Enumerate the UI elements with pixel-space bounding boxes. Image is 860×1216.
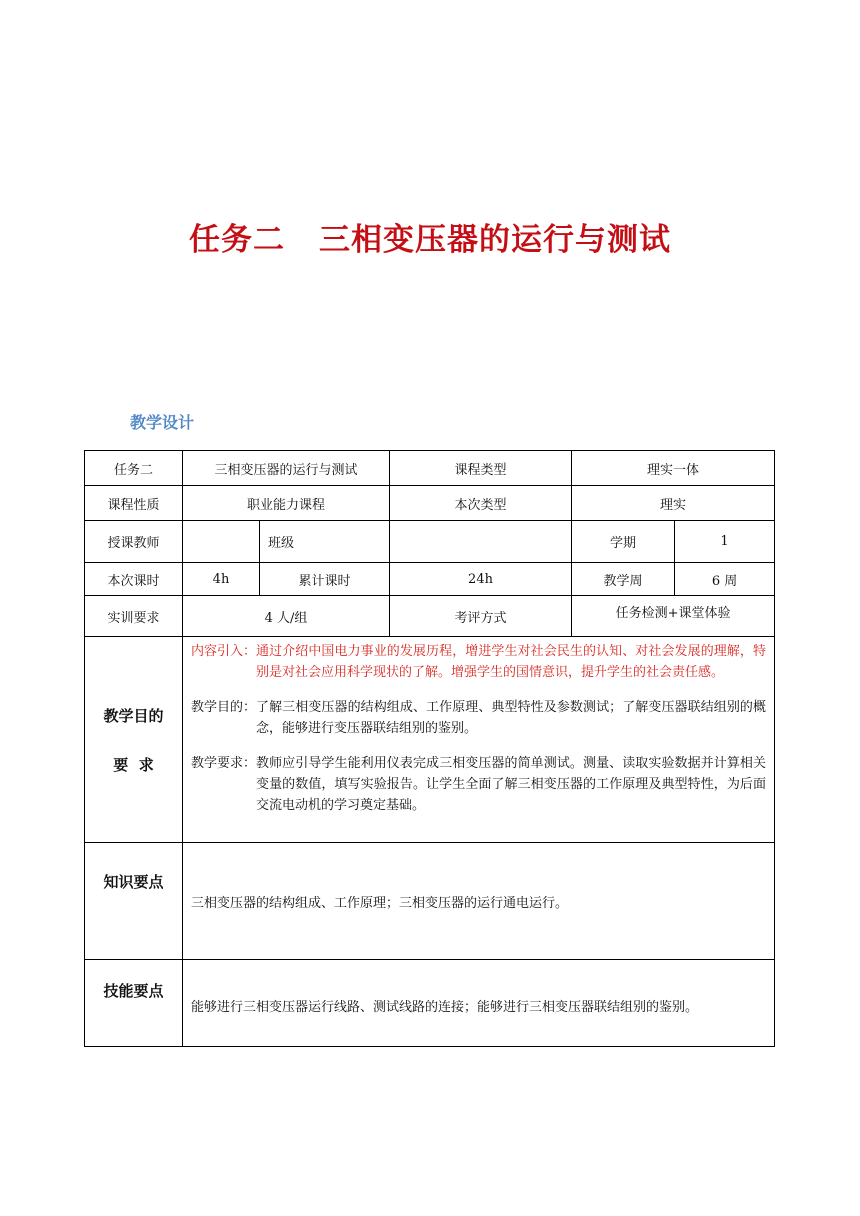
table-row [85,596,775,637]
semester-label: 学期 [572,521,675,563]
teaching-goals-heading-line1: 教学目的 [103,706,164,725]
table-row [85,521,775,563]
title-task-number: 任务二 [189,222,285,258]
semester-value: 1 [675,521,775,563]
session-hours-label: 本次课时 [85,563,183,596]
session-hours-value: 4h [183,563,260,596]
title-task-name: 三相变压器的运行与测试 [319,222,671,258]
teaching-purpose-paragraph [191,697,766,739]
task-name-cell: 三相变压器的运行与测试 [183,451,390,486]
total-hours-label: 累计课时 [260,563,390,596]
teaching-purpose-label: 教学目的： [191,700,257,715]
teacher-label: 授课教师 [85,521,183,563]
teaching-goals-heading-line2: 要 求 [113,755,154,774]
course-type-value: 理实一体 [572,451,775,486]
table-row [85,960,775,1047]
training-requirement-label: 实训要求 [85,596,183,637]
teaching-week-value: 6 周 [675,563,775,596]
knowledge-points-text: 三相变压器的结构组成、工作原理；三相变压器的运行通电运行。 [183,843,775,960]
teaching-requirement-paragraph [191,753,766,816]
session-type-value: 理实 [572,486,775,521]
content-intro-paragraph [191,641,766,683]
class-value [390,521,572,563]
table-row [85,637,775,843]
skill-points-heading: 技能要点 [85,960,183,1047]
teacher-value [183,521,260,563]
class-label: 班级 [260,521,390,563]
teaching-requirement-label: 教学要求： [191,756,257,771]
assessment-label: 考评方式 [390,596,572,637]
course-nature-label: 课程性质 [85,486,183,521]
teaching-goals-heading [85,637,183,843]
teaching-purpose-text: 了解三相变压器的结构组成、工作原理、典型特性及参数测试；了解变压器联结组别的概念，能够进行变压器联结组别的鉴别。 [256,700,767,736]
training-requirement-value: 4 人/组 [183,596,390,637]
section-label: 教学设计 [130,413,195,432]
table-row [85,451,775,486]
course-nature-value: 职业能力课程 [183,486,390,521]
assessment-value: 任务检测+课堂体验 [572,596,775,637]
total-hours-value: 24h [390,563,572,596]
page-title [0,214,860,259]
teaching-goals-content [183,637,775,843]
course-type-label: 课程类型 [390,451,572,486]
table-row [85,563,775,596]
teaching-week-label: 教学周 [572,563,675,596]
task-number-cell: 任务二 [85,451,183,486]
content-intro-label: 内容引入： [191,644,257,659]
teaching-design-table [84,450,775,1047]
teaching-requirement-text: 教师应引导学生能利用仪表完成三相变压器的简单测试。测量、读取实验数据并计算相关变量的数值，填写实验报告。让学生全面了解三相变压器的工作原理及典型特性，为后面交流电动机的学习奠定基础。 [256,756,767,813]
content-intro-text: 通过介绍中国电力事业的发展历程，增进学生对社会民生的认知、对社会发展的理解，特别是对社会应用科学现状的了解。增强学生的国情意识，提升学生的社会责任感。 [256,644,767,680]
table-row [85,843,775,960]
table-row [85,486,775,521]
skill-points-text: 能够进行三相变压器运行线路、测试线路的连接；能够进行三相变压器联结组别的鉴别。 [183,960,775,1047]
session-type-label: 本次类型 [390,486,572,521]
knowledge-points-heading: 知识要点 [85,843,183,960]
